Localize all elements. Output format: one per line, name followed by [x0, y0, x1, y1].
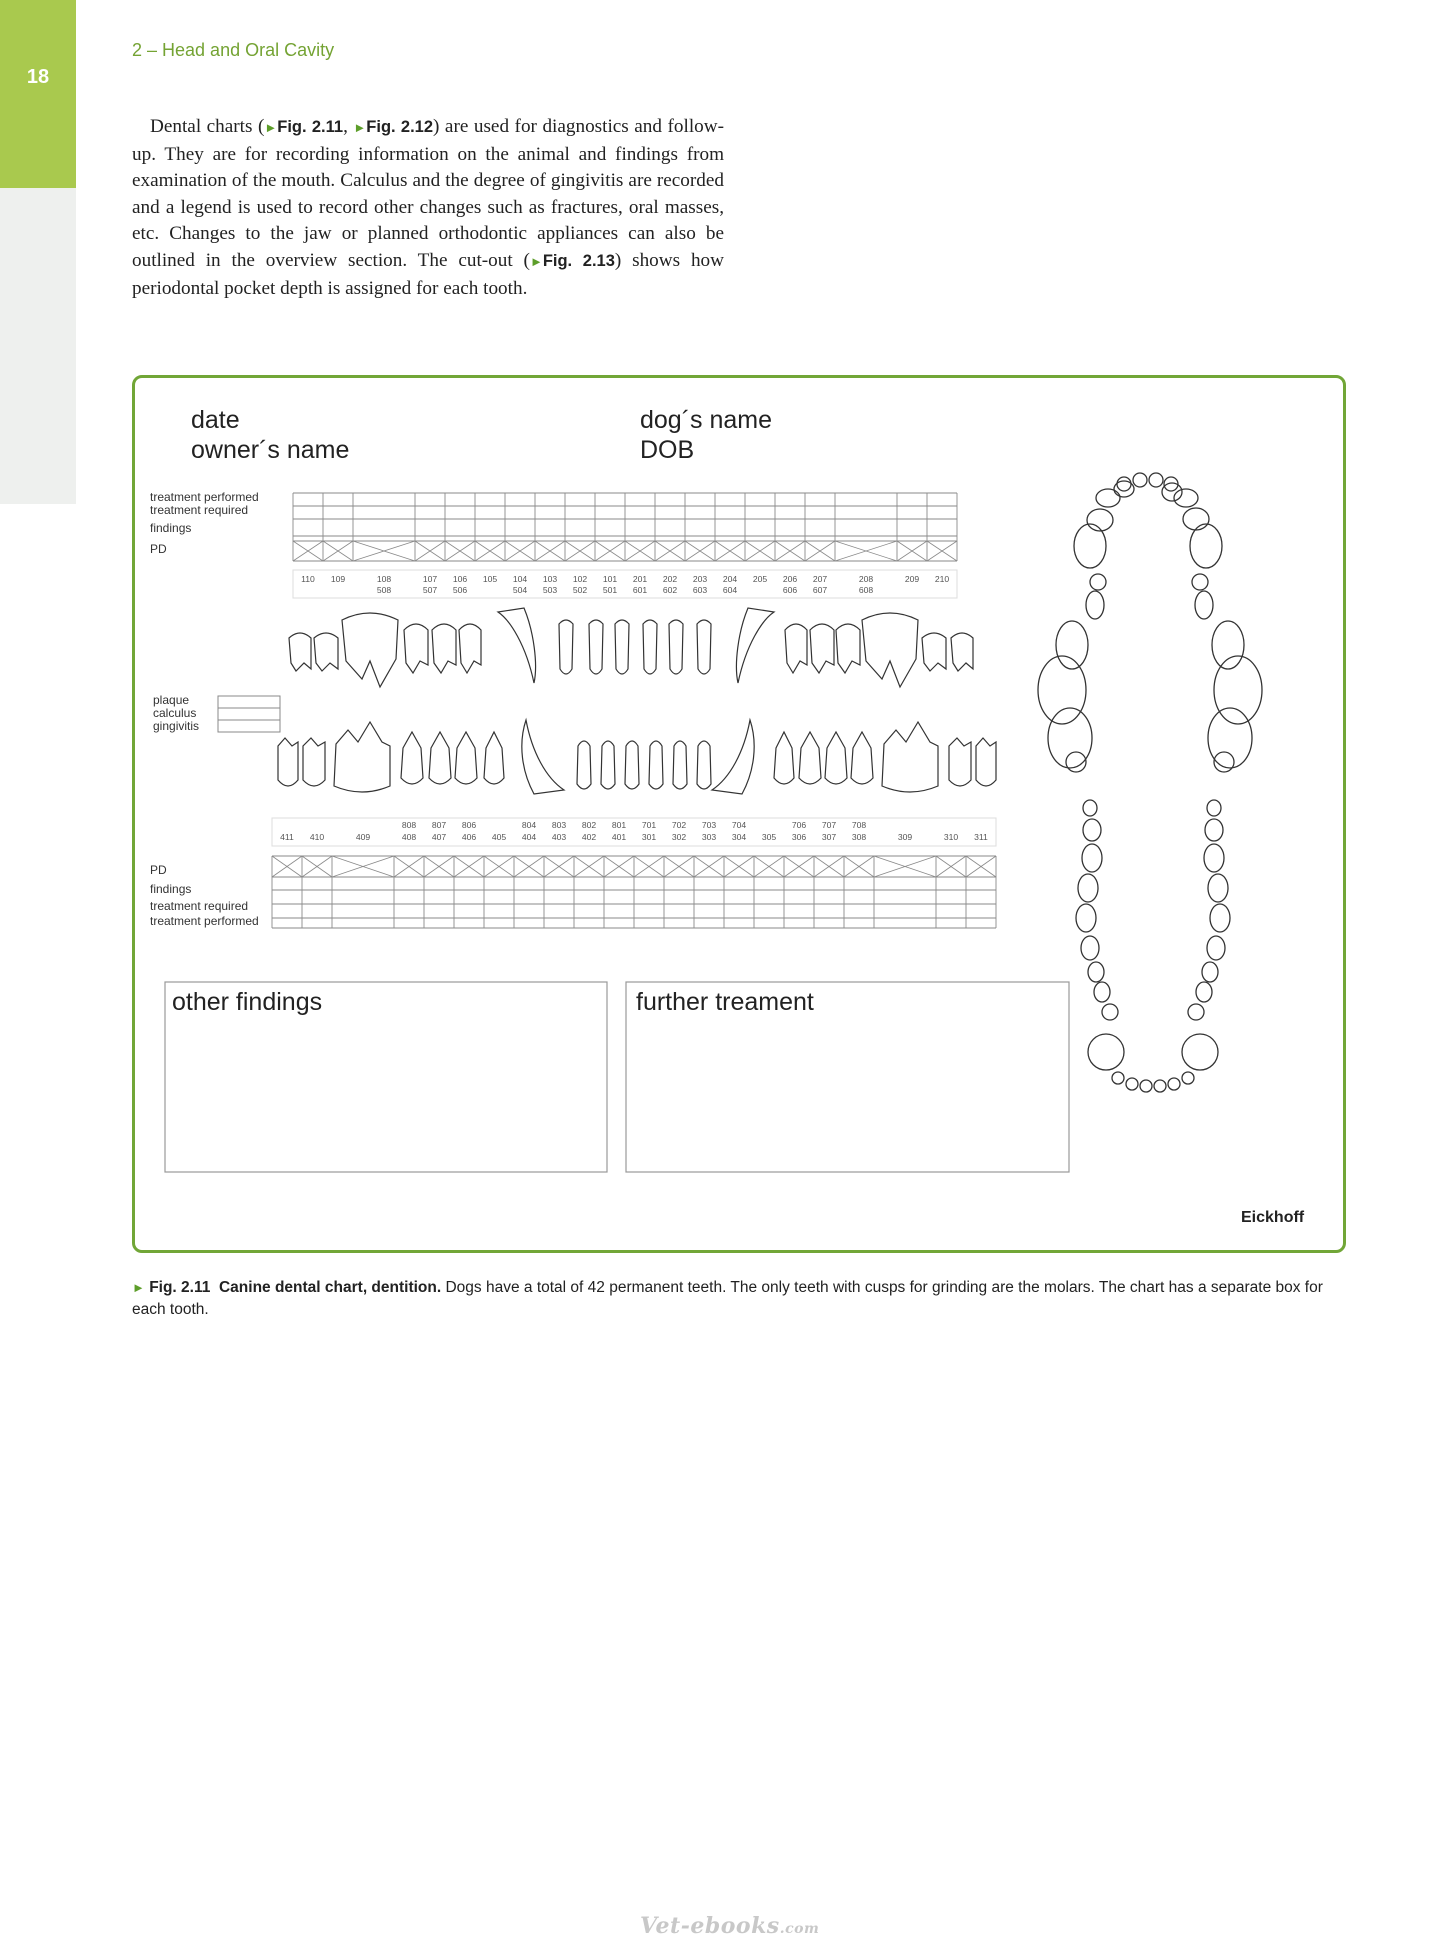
occlusal-tooth — [1208, 874, 1228, 902]
upper-tooth — [836, 624, 860, 673]
occlusal-tooth — [1088, 962, 1104, 982]
running-head: 2 – Head and Oral Cavity — [132, 40, 335, 60]
lower-tooth — [278, 738, 298, 786]
caption-title: Canine dental chart, dentition. — [218, 1279, 442, 1296]
number-row-box — [272, 818, 996, 846]
tooth-number: 406 — [461, 832, 477, 842]
upper-tooth — [404, 624, 428, 673]
lower-treatment-grid — [272, 856, 996, 928]
tooth-number: 707 — [821, 820, 837, 830]
body-text-2: , — [343, 116, 354, 137]
tooth-number: 101 — [602, 574, 618, 584]
occlusal-tooth — [1088, 1034, 1124, 1070]
occlusal-tooth — [1133, 473, 1147, 487]
tooth-number: 303 — [701, 832, 717, 842]
upper-tooth — [697, 620, 711, 674]
tooth-number: 205 — [752, 574, 768, 584]
tooth-number: 503 — [542, 585, 558, 595]
tooth-number: 409 — [355, 832, 371, 842]
lower-tooth — [577, 741, 591, 789]
triangle-icon: ► — [529, 253, 543, 269]
occlusal-tooth — [1083, 800, 1097, 816]
lower-tooth — [882, 722, 938, 792]
occlusal-tooth — [1074, 524, 1106, 568]
occlusal-tooth — [1204, 844, 1224, 872]
tooth-number: 204 — [722, 574, 738, 584]
number-row-box — [293, 570, 957, 598]
occlusal-tooth — [1096, 489, 1120, 507]
watermark-logo — [640, 1913, 819, 1939]
fig-ref-label: Fig. 2.13 — [542, 251, 615, 270]
tooth-number: 107 — [422, 574, 438, 584]
tooth-number: 105 — [482, 574, 498, 584]
tooth-number: 504 — [512, 585, 528, 595]
tooth-number: 103 — [542, 574, 558, 584]
occlusal-tooth — [1078, 874, 1098, 902]
occlusal-tooth — [1086, 591, 1104, 619]
lower-row-label: findings — [150, 882, 192, 896]
lower-tooth — [625, 741, 639, 789]
upper-treatment-grid — [293, 493, 957, 561]
upper-tooth — [589, 620, 603, 674]
upper-teeth-drawing — [289, 608, 973, 687]
tooth-number: 601 — [632, 585, 648, 595]
occlusal-tooth — [1162, 483, 1182, 501]
page-number: 18 — [26, 66, 50, 88]
body-text-1: Dental charts ( — [150, 116, 265, 137]
occlusal-tooth — [1195, 591, 1213, 619]
occlusal-tooth — [1182, 1072, 1194, 1084]
other-findings-label: other findings — [172, 988, 323, 1016]
further-treatment-label: further treament — [636, 988, 814, 1016]
upper-tooth — [289, 633, 311, 671]
tooth-number: 604 — [722, 585, 738, 595]
lower-teeth-drawing — [278, 720, 996, 794]
lower-tooth — [334, 722, 390, 792]
tooth-number: 703 — [701, 820, 717, 830]
upper-tooth — [498, 608, 536, 683]
tooth-number: 411 — [280, 832, 294, 842]
owner-name-label: owner´s name — [191, 436, 350, 464]
lower-tooth — [401, 732, 423, 784]
occlusal-tooth — [1168, 1078, 1180, 1090]
occlusal-tooth — [1087, 509, 1113, 531]
upper-tooth — [342, 613, 398, 687]
occlusal-tooth — [1183, 508, 1209, 530]
watermark-suffix: .com — [779, 1921, 820, 1937]
legend-label: calculus — [153, 706, 197, 720]
tooth-number: 209 — [904, 574, 920, 584]
upper-tooth — [615, 620, 629, 674]
occlusal-tooth — [1212, 621, 1244, 669]
tooth-number: 410 — [309, 832, 325, 842]
triangle-icon: ► — [264, 120, 278, 135]
occlusal-tooth — [1154, 1080, 1166, 1092]
tooth-number: 304 — [731, 832, 747, 842]
occlusal-tooth — [1182, 1034, 1218, 1070]
upper-row-label: treatment performed — [150, 490, 259, 504]
upper-tooth-numbers — [293, 570, 957, 598]
tooth-number: 106 — [452, 574, 468, 584]
lower-tooth — [673, 741, 687, 789]
tooth-number: 508 — [376, 585, 392, 595]
tooth-number: 309 — [897, 832, 913, 842]
upper-row-label: findings — [150, 521, 192, 535]
lower-tooth — [484, 732, 504, 784]
triangle-icon: ► — [353, 120, 367, 135]
figure-credit: Eickhoff — [1241, 1209, 1305, 1226]
occlusal-tooth — [1082, 844, 1102, 872]
tooth-number: 302 — [671, 832, 687, 842]
lower-tooth-numbers — [272, 818, 996, 846]
tooth-number: 701 — [641, 820, 657, 830]
occlusal-tooth — [1174, 489, 1198, 507]
dob-label: DOB — [640, 436, 695, 464]
lower-tooth — [649, 741, 663, 789]
tooth-number: 306 — [791, 832, 807, 842]
tooth-number: 207 — [812, 574, 828, 584]
body-text-4: ) shows how periodontal pocket depth is assigned for each tooth. — [132, 249, 724, 299]
lower-tooth — [522, 720, 564, 794]
upper-tooth — [951, 633, 973, 671]
lower-tooth — [976, 738, 996, 786]
occlusal-tooth — [1214, 656, 1262, 724]
lower-tooth — [601, 741, 615, 789]
upper-tooth — [785, 624, 807, 673]
tooth-number: 706 — [791, 820, 807, 830]
legend-label: plaque — [153, 693, 190, 707]
tooth-number: 501 — [602, 585, 618, 595]
tooth-number: 110 — [301, 574, 315, 584]
tooth-number: 308 — [851, 832, 867, 842]
dog-name-label: dog´s name — [640, 406, 773, 434]
occlusal-tooth — [1207, 936, 1225, 960]
lower-row-label: PD — [150, 863, 167, 877]
upper-row-label: PD — [150, 542, 167, 556]
tooth-number: 401 — [611, 832, 627, 842]
date-label: date — [191, 406, 240, 434]
lower-tooth — [455, 732, 477, 784]
tooth-number: 804 — [521, 820, 537, 830]
triangle-icon: ► — [132, 1280, 145, 1295]
upper-tooth — [643, 620, 657, 674]
occlusal-tooth — [1140, 1080, 1152, 1092]
occlusal-tooth — [1188, 1004, 1204, 1020]
tooth-number: 806 — [461, 820, 477, 830]
tooth-number: 311 — [974, 832, 988, 842]
upper-tooth — [669, 620, 683, 674]
figure-caption — [132, 1277, 1348, 1321]
occlusal-tooth — [1056, 621, 1088, 669]
upper-tooth — [314, 633, 338, 671]
tooth-number: 608 — [858, 585, 874, 595]
upper-tooth — [459, 624, 481, 673]
occlusal-tooth — [1038, 656, 1086, 724]
tooth-number: 301 — [641, 832, 657, 842]
tooth-number: 206 — [782, 574, 798, 584]
occlusal-tooth — [1192, 574, 1208, 590]
tooth-number: 310 — [943, 832, 959, 842]
tooth-number: 803 — [551, 820, 567, 830]
tooth-number: 305 — [761, 832, 777, 842]
lower-row-label: treatment required — [150, 899, 249, 913]
occlusal-tooth — [1126, 1078, 1138, 1090]
lower-tooth — [799, 732, 821, 784]
occlusal-tooth — [1112, 1072, 1124, 1084]
tooth-number: 104 — [512, 574, 528, 584]
tooth-number: 208 — [858, 574, 874, 584]
tooth-number: 808 — [401, 820, 417, 830]
occlusal-tooth — [1090, 574, 1106, 590]
occlusal-tooth — [1202, 962, 1218, 982]
tooth-number: 606 — [782, 585, 798, 595]
occlusal-tooth — [1149, 473, 1163, 487]
occlusal-tooth — [1207, 800, 1221, 816]
occlusal-tooth — [1102, 1004, 1118, 1020]
tooth-number: 202 — [662, 574, 678, 584]
occlusal-tooth — [1083, 819, 1101, 841]
upper-tooth — [736, 608, 774, 683]
upper-tooth — [922, 633, 946, 671]
upper-tooth — [432, 624, 456, 673]
tooth-number: 602 — [662, 585, 678, 595]
upper-tooth — [559, 620, 573, 674]
tooth-number: 407 — [431, 832, 447, 842]
lower-row-label: treatment performed — [150, 914, 259, 928]
body-text-3: ) are used for diagnostics and follow-up. They are for recording information on the animal and findings from examination of the mouth. Calculus and the degree of gingivitis are recorded and a legend is used to record other changes such as fractures, oral masses, etc. Changes to the jaw or planned orthodontic appliances can also be outlined in the overview section. The cut-out ( — [132, 116, 724, 271]
tooth-number: 708 — [851, 820, 867, 830]
occlusal-tooth — [1205, 819, 1223, 841]
upper-row-label: treatment required — [150, 503, 249, 517]
tooth-number: 402 — [581, 832, 597, 842]
occlusal-tooth — [1210, 904, 1230, 932]
tooth-number: 109 — [330, 574, 346, 584]
tooth-number: 102 — [572, 574, 588, 584]
tooth-number: 502 — [572, 585, 588, 595]
lower-tooth — [697, 741, 711, 789]
lower-tooth — [825, 732, 847, 784]
upper-tooth — [810, 624, 834, 673]
lower-tooth — [303, 738, 325, 786]
tooth-number: 807 — [431, 820, 447, 830]
tooth-number: 704 — [731, 820, 747, 830]
tooth-number: 607 — [812, 585, 828, 595]
lower-tooth — [851, 732, 873, 784]
legend-label: gingivitis — [153, 719, 200, 733]
tooth-number: 702 — [671, 820, 687, 830]
lower-tooth — [712, 720, 754, 794]
lower-tooth — [949, 738, 971, 786]
tooth-number: 201 — [632, 574, 648, 584]
tooth-number: 408 — [401, 832, 417, 842]
caption-text: Dogs have a total of 42 permanent teeth. The only teeth with cusps for grinding are the molars. The chart has a separate box for each tooth. — [132, 1279, 1323, 1318]
caption-label: Fig. 2.11 — [149, 1279, 211, 1296]
tooth-number: 506 — [452, 585, 468, 595]
tooth-number: 802 — [581, 820, 597, 830]
watermark-main: Vet-ebooks — [640, 1913, 780, 1939]
occlusal-view-diagram — [1038, 473, 1262, 1092]
tooth-number: 403 — [551, 832, 567, 842]
tooth-number: 203 — [692, 574, 708, 584]
tooth-number: 404 — [521, 832, 537, 842]
tooth-number: 507 — [422, 585, 438, 595]
occlusal-tooth — [1196, 982, 1212, 1002]
occlusal-tooth — [1081, 936, 1099, 960]
legend-boxes — [218, 696, 280, 732]
fig-ref-label: Fig. 2.11 — [277, 118, 344, 136]
tooth-number: 405 — [491, 832, 507, 842]
upper-tooth — [862, 613, 918, 687]
lower-tooth — [774, 732, 794, 784]
lower-tooth — [429, 732, 451, 784]
tooth-number: 307 — [821, 832, 837, 842]
tooth-number: 801 — [611, 820, 627, 830]
occlusal-tooth — [1076, 904, 1096, 932]
occlusal-tooth — [1190, 524, 1222, 568]
occlusal-tooth — [1117, 477, 1131, 491]
tooth-number: 603 — [692, 585, 708, 595]
tooth-number: 210 — [934, 574, 950, 584]
tooth-number: 108 — [376, 574, 392, 584]
fig-ref-label: Fig. 2.12 — [366, 118, 434, 136]
occlusal-tooth — [1094, 982, 1110, 1002]
